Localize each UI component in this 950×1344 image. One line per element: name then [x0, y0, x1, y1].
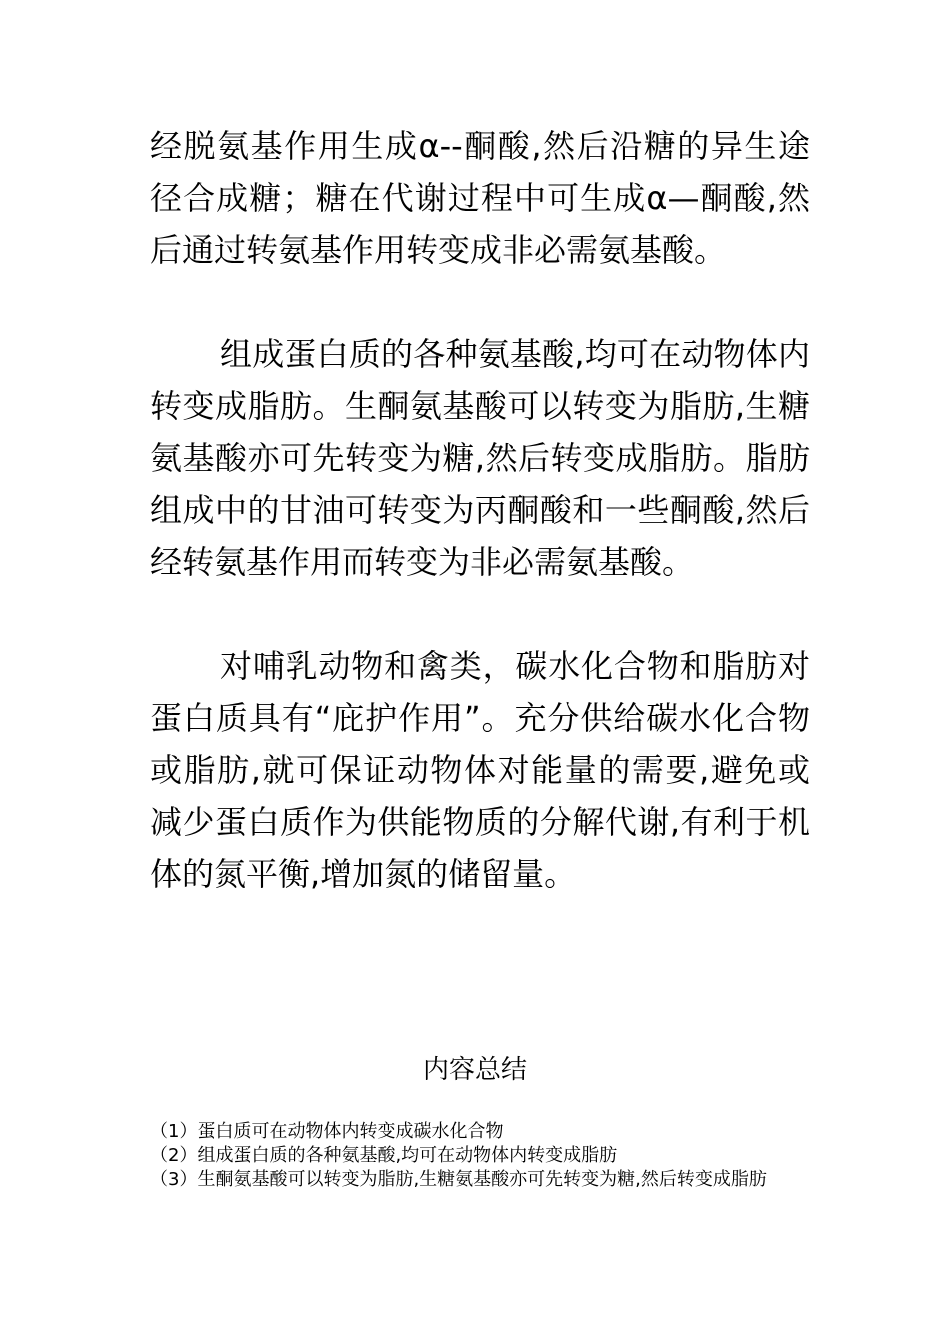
- paragraph-2: 组成蛋白质的各种氨基酸,均可在动物体内转变成脂肪。生酮氨基酸可以转变为脂肪,生糖氨基酸亦可先转变为糖,然后转变成脂肪。脂肪组成中的甘油可转变为丙酮酸和一些酮酸,然后经转氨基作用而转变为非必需氨基酸。: [150, 335, 810, 581]
- summary-title: 内容总结: [422, 1055, 527, 1085]
- summary-item-1: （1）蛋白质可在动物体内转变成碳水化合物: [150, 1121, 504, 1142]
- summary-item-3: （3）生酮氨基酸可以转变为脂肪,生糖氨基酸亦可先转变为糖,然后转变成脂肪: [150, 1169, 767, 1190]
- summary-item-2: （2）组成蛋白质的各种氨基酸,均可在动物体内转变成脂肪: [150, 1145, 618, 1166]
- document-body: [150, 120, 810, 900]
- paragraph-spacer: [150, 276, 810, 328]
- paragraph-1: 经脱氨基作用生成α--酮酸,然后沿糖的异生途径合成糖；糖在代谢过程中可生成α—酮酸,然后通过转氨基作用转变成非必需氨基酸。: [150, 127, 810, 269]
- paragraph-spacer: [150, 588, 810, 640]
- paragraph-3: 对哺乳动物和禽类，碳水化合物和脂肪对蛋白质具有“庇护作用”。充分供给碳水化合物或脂肪,就可保证动物体对能量的需要,避免或减少蛋白质作为供能物质的分解代谢,有利于机体的氮平衡,增加氮的储留量。: [150, 647, 810, 893]
- summary-list: [150, 1120, 790, 1192]
